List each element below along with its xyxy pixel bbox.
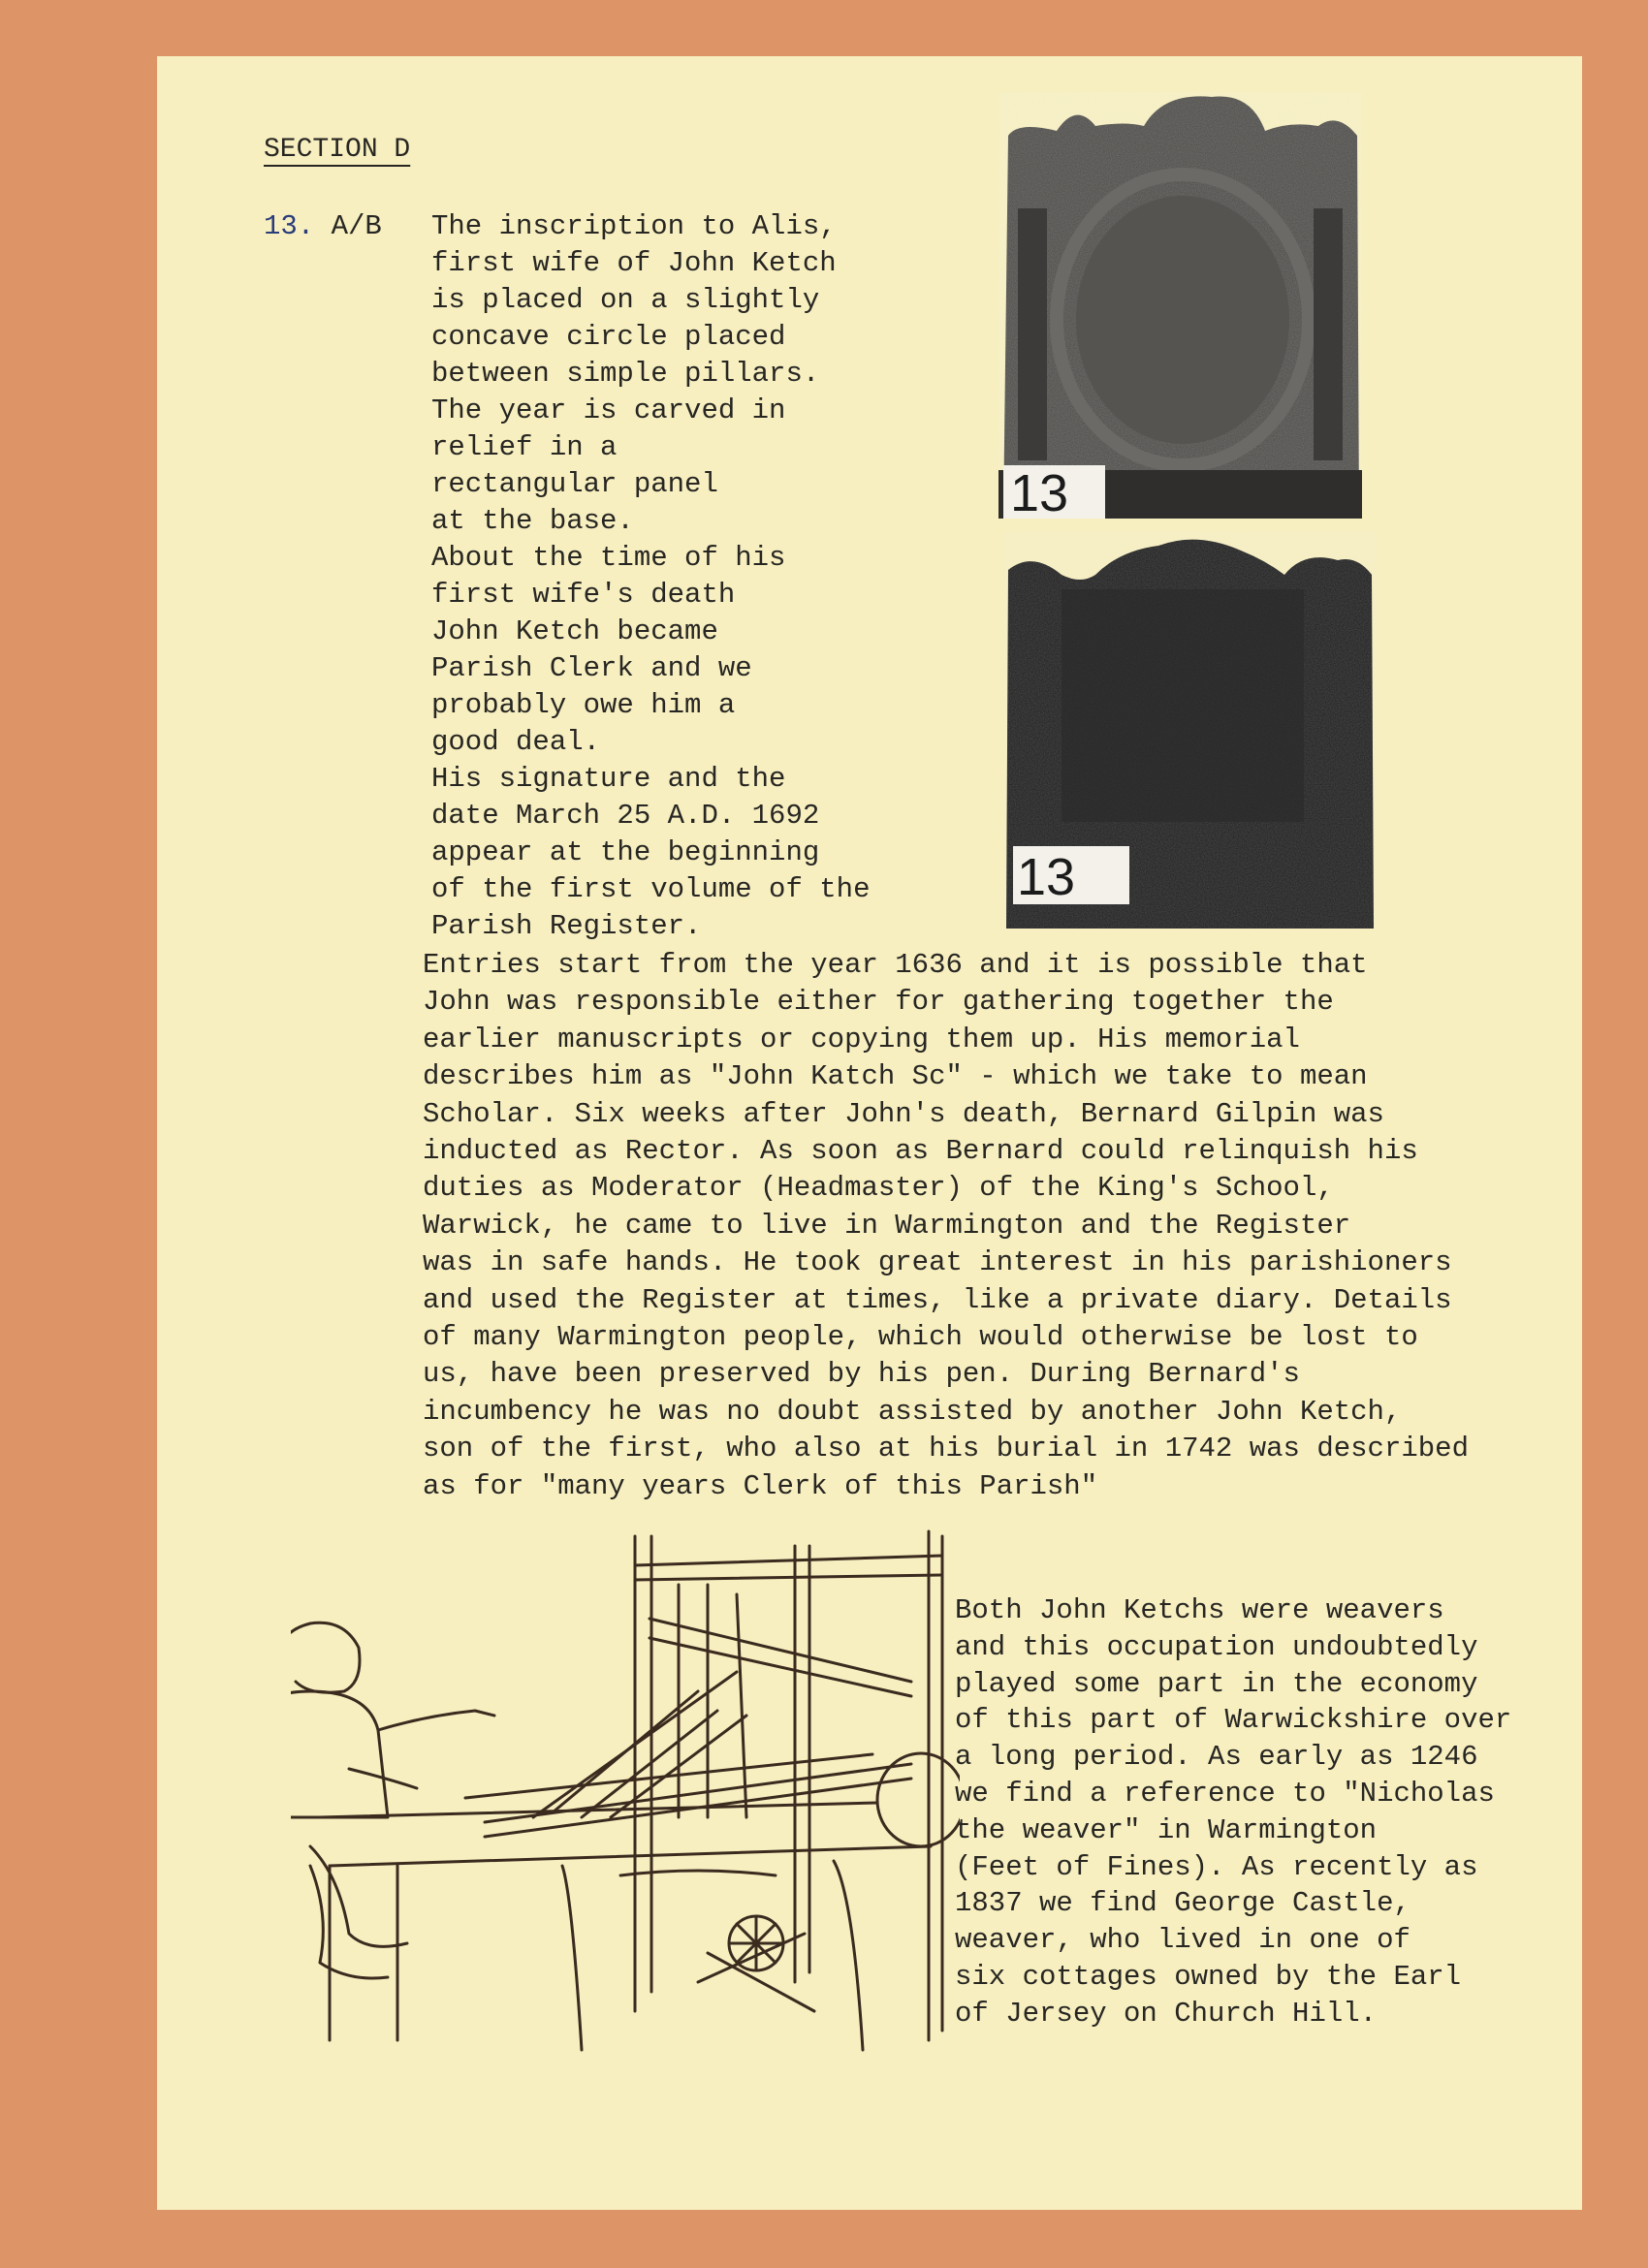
text-line: inducted as Rector. As soon as Bernard could relinquish his bbox=[423, 1135, 1418, 1167]
text-line: a long period. As early as 1246 bbox=[955, 1741, 1478, 1774]
text-line: six cottages owned by the Earl bbox=[955, 1961, 1462, 1993]
text-line: Both John Ketchs were weavers bbox=[955, 1594, 1444, 1626]
text-line: as for "many years Clerk of this Parish" bbox=[423, 1469, 1098, 1502]
text-line: About the time of his bbox=[431, 542, 786, 574]
text-line: rectangular panel bbox=[431, 468, 718, 500]
section-heading: SECTION D bbox=[264, 135, 411, 165]
text-line: duties as Moderator (Headmaster) of the King's School, bbox=[423, 1172, 1334, 1205]
text-line: son of the first, who also at his burial in 1742 was described bbox=[423, 1433, 1469, 1465]
weaver-loom-drawing bbox=[291, 1527, 960, 2069]
item-index: 13. bbox=[264, 210, 315, 242]
item-code: A/B bbox=[331, 210, 382, 242]
text-line: first wife of John Ketch bbox=[431, 247, 837, 279]
text-line: Parish Register. bbox=[431, 910, 702, 942]
text-line: Entries start from the year 1636 and it is possible that bbox=[423, 949, 1368, 981]
text-line: date March 25 A.D. 1692 bbox=[431, 800, 820, 832]
text-line: Parish Clerk and we bbox=[431, 652, 752, 684]
text-line: weaver, who lived in one of bbox=[955, 1924, 1410, 1957]
text-line: Scholar. Six weeks after John's death, Bernard Gilpin was bbox=[423, 1097, 1384, 1130]
text-line: and used the Register at times, like a private diary. Details bbox=[423, 1283, 1452, 1316]
text-line: of many Warmington people, which would otherwise be lost to bbox=[423, 1321, 1418, 1353]
text-line: John was responsible either for gathering together the bbox=[423, 986, 1334, 1019]
text-line: relief in a bbox=[431, 431, 618, 463]
text-line: incumbency he was no doubt assisted by another John Ketch, bbox=[423, 1395, 1402, 1428]
text-line: appear at the beginning bbox=[431, 836, 820, 868]
text-line: between simple pillars. bbox=[431, 358, 820, 390]
text-line: played some part in the economy bbox=[955, 1667, 1478, 1700]
text-line: at the base. bbox=[431, 505, 634, 537]
headstone-photo-2 bbox=[1003, 531, 1377, 929]
text-line: describes him as "John Katch Sc" - which we take to mean bbox=[423, 1060, 1368, 1093]
text-line: we find a reference to "Nicholas bbox=[955, 1778, 1495, 1810]
text-line: good deal. bbox=[431, 726, 601, 758]
text-line: probably owe him a bbox=[431, 689, 736, 721]
text-line: of Jersey on Church Hill. bbox=[955, 1997, 1378, 2030]
headstone-photo-1 bbox=[998, 92, 1362, 519]
text-line: concave circle placed bbox=[431, 321, 786, 353]
text-line: His signature and the bbox=[431, 763, 786, 795]
text-line: was in safe hands. He took great interest in his parishioners bbox=[423, 1246, 1452, 1279]
photo-label: 13 bbox=[1010, 464, 1069, 519]
text-line: Warwick, he came to live in Warmington and the Register bbox=[423, 1209, 1351, 1242]
text-line: us, have been preserved by his pen. During Bernard's bbox=[423, 1358, 1300, 1391]
text-line: the weaver" in Warmington bbox=[955, 1813, 1378, 1846]
text-line: of the first volume of the bbox=[431, 873, 871, 905]
text-line: (Feet of Fines). As recently as bbox=[955, 1850, 1478, 1883]
text-line: The year is carved in bbox=[431, 394, 786, 426]
text-line: earlier manuscripts or copying them up. His memorial bbox=[423, 1023, 1300, 1055]
photo-label: 13 bbox=[1017, 848, 1076, 906]
text-line: first wife's death bbox=[431, 579, 736, 611]
text-line: 1837 we find George Castle, bbox=[955, 1887, 1410, 1920]
text-line: and this occupation undoubtedly bbox=[955, 1630, 1478, 1663]
item-number bbox=[264, 208, 382, 245]
text-line: The inscription to Alis, bbox=[431, 210, 837, 242]
text-line: of this part of Warwickshire over bbox=[955, 1704, 1512, 1737]
text-line: is placed on a slightly bbox=[431, 284, 820, 316]
text-line: John Ketch became bbox=[431, 615, 718, 647]
